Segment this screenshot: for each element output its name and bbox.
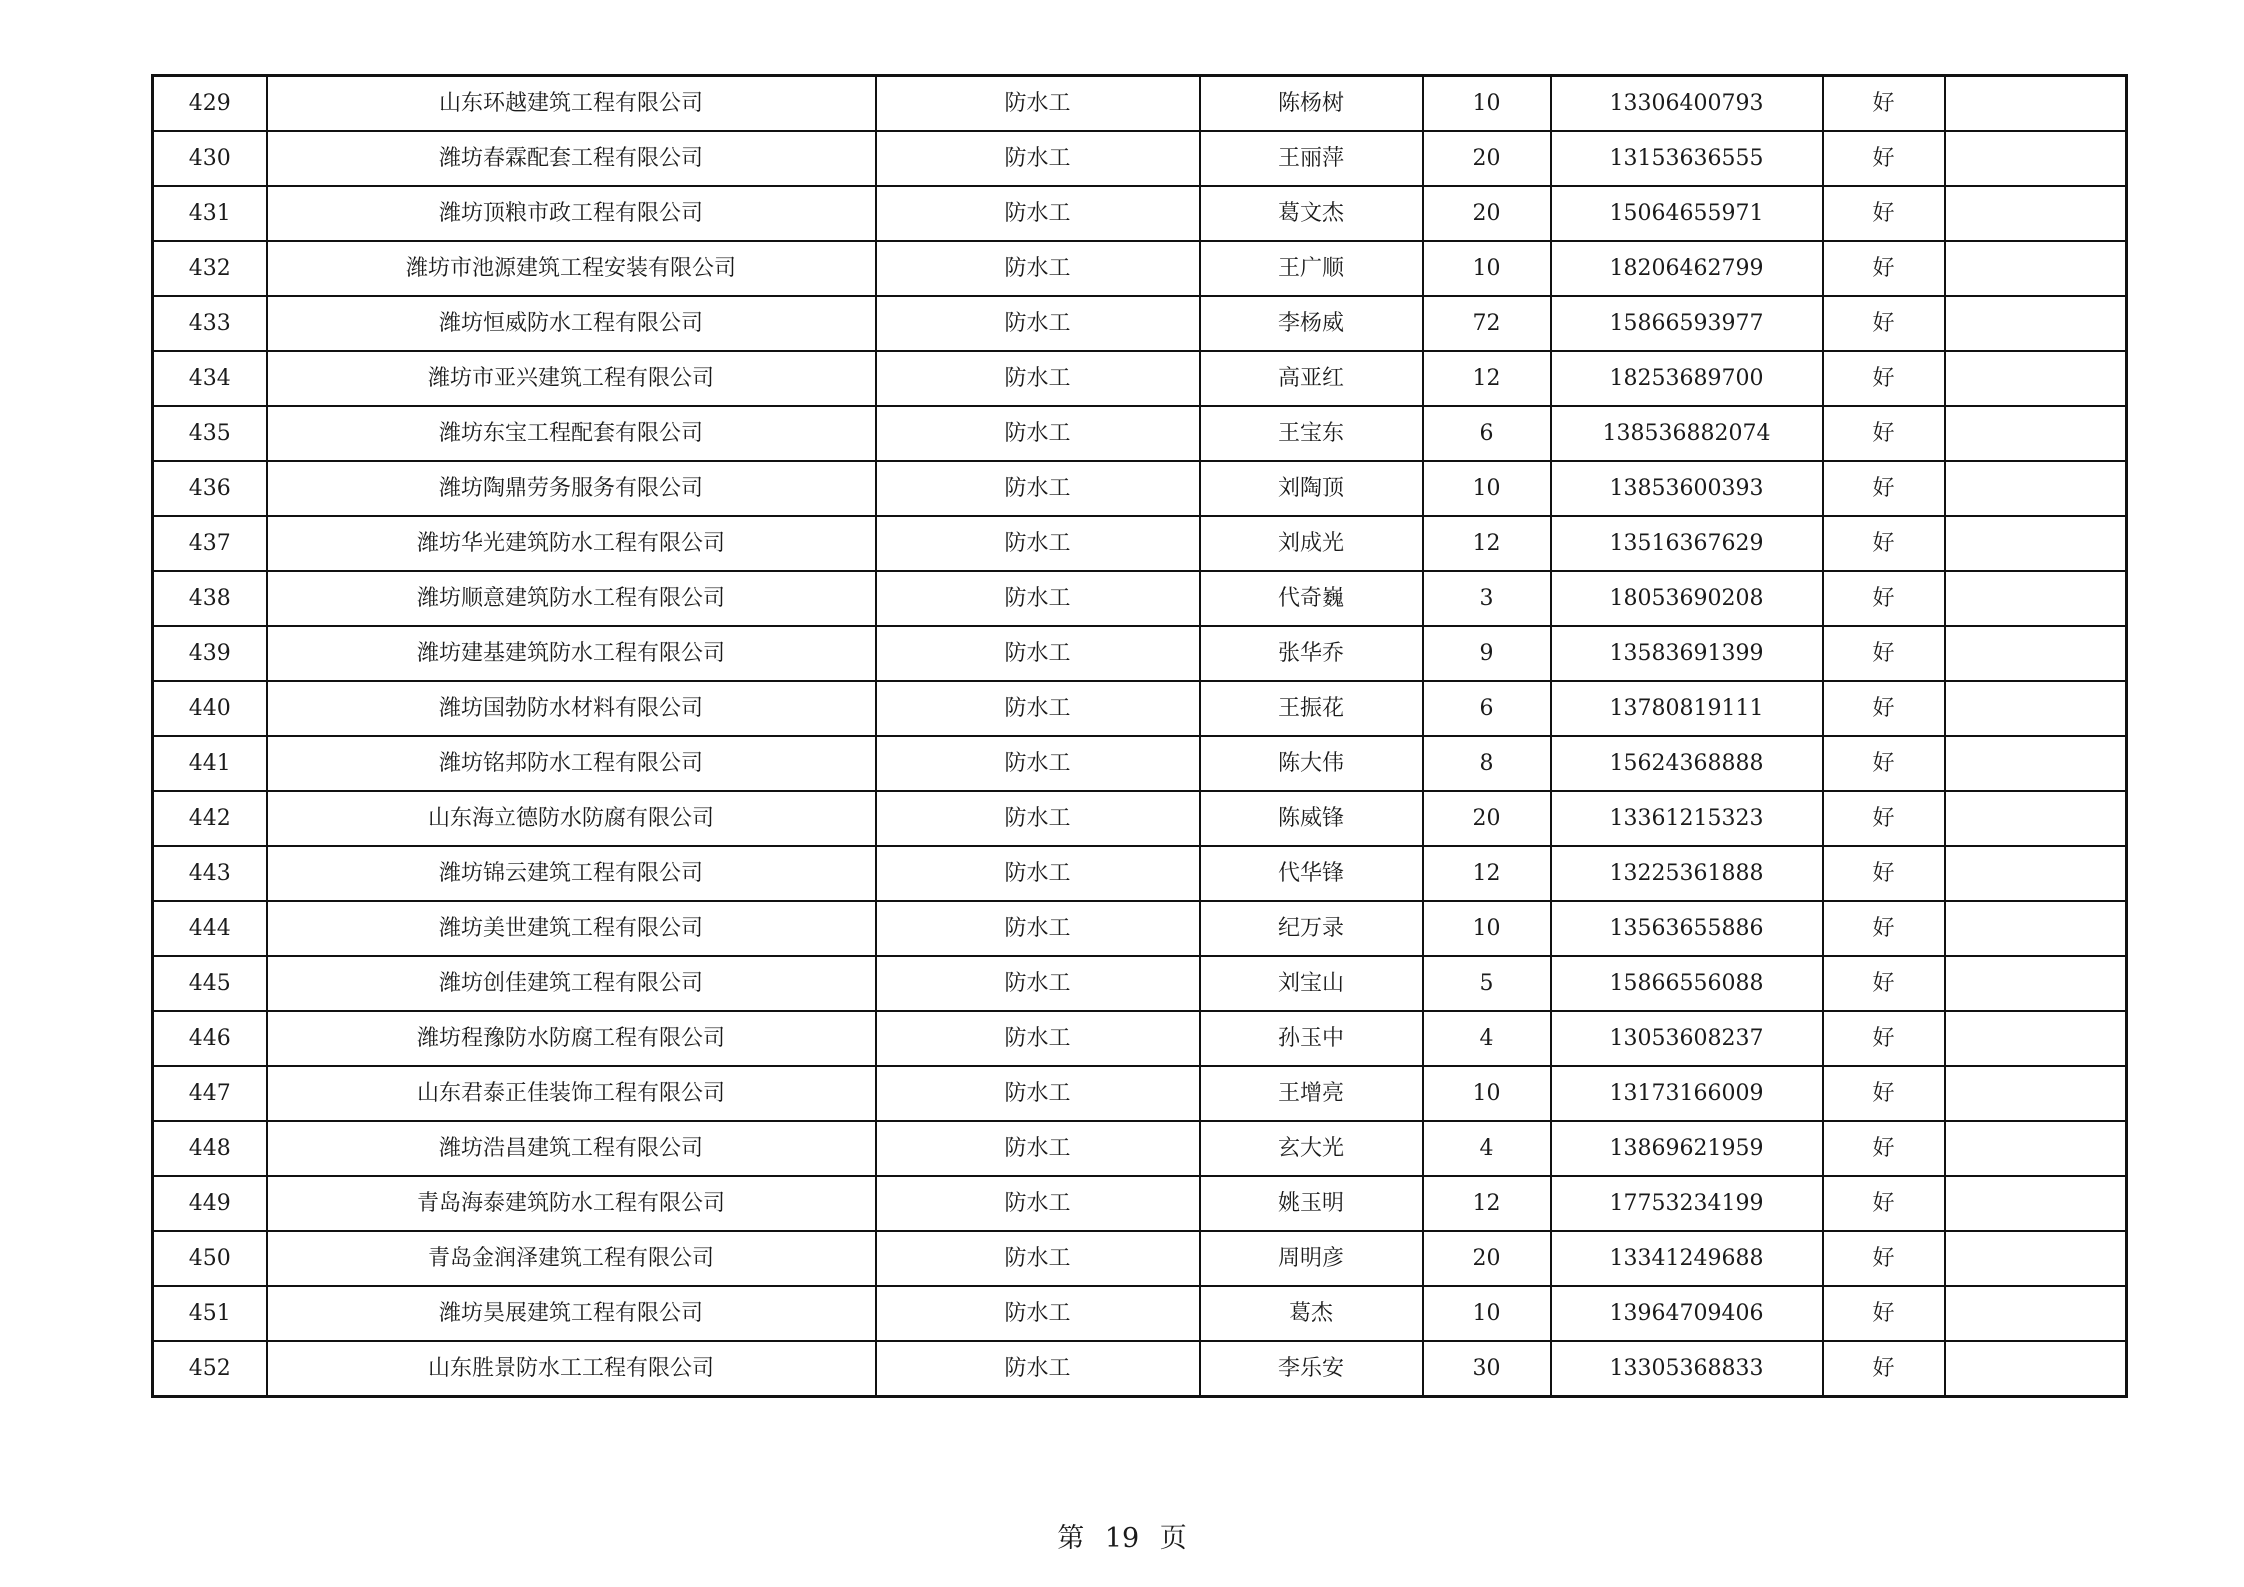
cell-note — [1945, 351, 2127, 406]
cell-phone: 13305368833 — [1551, 1341, 1823, 1397]
cell-trade: 防水工 — [876, 1066, 1200, 1121]
cell-contact-person: 王振花 — [1200, 681, 1423, 736]
cell-company-name: 潍坊程豫防水防腐工程有限公司 — [267, 1011, 876, 1066]
cell-trade: 防水工 — [876, 736, 1200, 791]
cell-serial-no: 430 — [153, 131, 267, 186]
cell-company-name: 潍坊浩昌建筑工程有限公司 — [267, 1121, 876, 1176]
cell-note — [1945, 1341, 2127, 1397]
cell-contact-person: 王广顺 — [1200, 241, 1423, 296]
cell-phone: 13341249688 — [1551, 1231, 1823, 1286]
table-row — [153, 186, 2127, 241]
table-row — [153, 791, 2127, 846]
cell-phone: 13306400793 — [1551, 76, 1823, 132]
cell-rating: 好 — [1823, 131, 1945, 186]
cell-trade: 防水工 — [876, 791, 1200, 846]
cell-company-name: 山东环越建筑工程有限公司 — [267, 76, 876, 132]
cell-contact-person: 陈威锋 — [1200, 791, 1423, 846]
cell-note — [1945, 846, 2127, 901]
cell-company-name: 潍坊东宝工程配套有限公司 — [267, 406, 876, 461]
cell-rating: 好 — [1823, 1286, 1945, 1341]
cell-rating: 好 — [1823, 461, 1945, 516]
cell-note — [1945, 1176, 2127, 1231]
cell-worker-count: 12 — [1423, 351, 1551, 406]
cell-contact-person: 姚玉明 — [1200, 1176, 1423, 1231]
cell-serial-no: 444 — [153, 901, 267, 956]
cell-contact-person: 纪万录 — [1200, 901, 1423, 956]
cell-worker-count: 3 — [1423, 571, 1551, 626]
cell-serial-no: 443 — [153, 846, 267, 901]
cell-trade: 防水工 — [876, 681, 1200, 736]
cell-worker-count: 4 — [1423, 1011, 1551, 1066]
table-row — [153, 131, 2127, 186]
cell-phone: 18053690208 — [1551, 571, 1823, 626]
cell-serial-no: 429 — [153, 76, 267, 132]
cell-company-name: 潍坊恒威防水工程有限公司 — [267, 296, 876, 351]
cell-note — [1945, 406, 2127, 461]
table-row — [153, 681, 2127, 736]
table-row — [153, 901, 2127, 956]
table-row — [153, 1121, 2127, 1176]
cell-rating: 好 — [1823, 296, 1945, 351]
cell-serial-no: 446 — [153, 1011, 267, 1066]
cell-trade: 防水工 — [876, 846, 1200, 901]
cell-rating: 好 — [1823, 571, 1945, 626]
cell-serial-no: 431 — [153, 186, 267, 241]
cell-serial-no: 439 — [153, 626, 267, 681]
cell-phone: 13361215323 — [1551, 791, 1823, 846]
roster-table — [151, 74, 2128, 1398]
table-row — [153, 296, 2127, 351]
cell-company-name: 潍坊华光建筑防水工程有限公司 — [267, 516, 876, 571]
cell-rating: 好 — [1823, 1066, 1945, 1121]
cell-serial-no: 449 — [153, 1176, 267, 1231]
cell-worker-count: 6 — [1423, 406, 1551, 461]
cell-trade: 防水工 — [876, 186, 1200, 241]
roster-body — [153, 76, 2127, 1397]
cell-contact-person: 刘陶顶 — [1200, 461, 1423, 516]
cell-worker-count: 20 — [1423, 1231, 1551, 1286]
cell-trade: 防水工 — [876, 351, 1200, 406]
cell-note — [1945, 296, 2127, 351]
table-row — [153, 516, 2127, 571]
cell-worker-count: 9 — [1423, 626, 1551, 681]
cell-phone: 15064655971 — [1551, 186, 1823, 241]
cell-rating: 好 — [1823, 1121, 1945, 1176]
table-row — [153, 351, 2127, 406]
cell-note — [1945, 1231, 2127, 1286]
cell-trade: 防水工 — [876, 461, 1200, 516]
cell-worker-count: 4 — [1423, 1121, 1551, 1176]
cell-serial-no: 432 — [153, 241, 267, 296]
cell-company-name: 潍坊建基建筑防水工程有限公司 — [267, 626, 876, 681]
cell-phone: 13869621959 — [1551, 1121, 1823, 1176]
cell-company-name: 潍坊锦云建筑工程有限公司 — [267, 846, 876, 901]
cell-phone: 13173166009 — [1551, 1066, 1823, 1121]
cell-worker-count: 20 — [1423, 791, 1551, 846]
cell-note — [1945, 1066, 2127, 1121]
table-row — [153, 1231, 2127, 1286]
cell-contact-person: 高亚红 — [1200, 351, 1423, 406]
cell-contact-person: 王宝东 — [1200, 406, 1423, 461]
cell-phone: 15866556088 — [1551, 956, 1823, 1011]
table-row — [153, 956, 2127, 1011]
cell-contact-person: 葛杰 — [1200, 1286, 1423, 1341]
cell-phone: 15866593977 — [1551, 296, 1823, 351]
cell-rating: 好 — [1823, 241, 1945, 296]
cell-rating: 好 — [1823, 76, 1945, 132]
cell-rating: 好 — [1823, 1011, 1945, 1066]
cell-note — [1945, 681, 2127, 736]
cell-trade: 防水工 — [876, 1286, 1200, 1341]
cell-rating: 好 — [1823, 736, 1945, 791]
cell-contact-person: 李乐安 — [1200, 1341, 1423, 1397]
table-row — [153, 1341, 2127, 1397]
cell-phone: 13583691399 — [1551, 626, 1823, 681]
table-row — [153, 1286, 2127, 1341]
cell-serial-no: 437 — [153, 516, 267, 571]
cell-company-name: 潍坊国勃防水材料有限公司 — [267, 681, 876, 736]
cell-company-name: 潍坊顺意建筑防水工程有限公司 — [267, 571, 876, 626]
cell-trade: 防水工 — [876, 1121, 1200, 1176]
cell-company-name: 青岛海泰建筑防水工程有限公司 — [267, 1176, 876, 1231]
cell-worker-count: 10 — [1423, 461, 1551, 516]
cell-company-name: 潍坊创佳建筑工程有限公司 — [267, 956, 876, 1011]
page-prefix: 第 — [1057, 1523, 1085, 1554]
page-number: 19 — [1104, 1523, 1140, 1554]
cell-contact-person: 陈大伟 — [1200, 736, 1423, 791]
cell-phone: 13225361888 — [1551, 846, 1823, 901]
cell-contact-person: 葛文杰 — [1200, 186, 1423, 241]
cell-phone: 18253689700 — [1551, 351, 1823, 406]
cell-phone: 15624368888 — [1551, 736, 1823, 791]
cell-contact-person: 玄大光 — [1200, 1121, 1423, 1176]
cell-worker-count: 10 — [1423, 241, 1551, 296]
cell-note — [1945, 186, 2127, 241]
cell-contact-person: 王丽萍 — [1200, 131, 1423, 186]
cell-note — [1945, 131, 2127, 186]
cell-note — [1945, 76, 2127, 132]
table-row — [153, 76, 2127, 132]
cell-contact-person: 周明彦 — [1200, 1231, 1423, 1286]
cell-phone: 13853600393 — [1551, 461, 1823, 516]
cell-serial-no: 438 — [153, 571, 267, 626]
cell-trade: 防水工 — [876, 1011, 1200, 1066]
cell-worker-count: 8 — [1423, 736, 1551, 791]
cell-contact-person: 陈杨树 — [1200, 76, 1423, 132]
cell-serial-no: 435 — [153, 406, 267, 461]
cell-rating: 好 — [1823, 406, 1945, 461]
cell-contact-person: 李杨威 — [1200, 296, 1423, 351]
table-row — [153, 846, 2127, 901]
cell-serial-no: 436 — [153, 461, 267, 516]
cell-rating: 好 — [1823, 351, 1945, 406]
cell-company-name: 潍坊市亚兴建筑工程有限公司 — [267, 351, 876, 406]
cell-serial-no: 447 — [153, 1066, 267, 1121]
cell-rating: 好 — [1823, 846, 1945, 901]
cell-rating: 好 — [1823, 956, 1945, 1011]
table-row — [153, 461, 2127, 516]
table-row — [153, 406, 2127, 461]
table-row — [153, 626, 2127, 681]
cell-worker-count: 12 — [1423, 846, 1551, 901]
cell-company-name: 潍坊昊展建筑工程有限公司 — [267, 1286, 876, 1341]
cell-phone: 13780819111 — [1551, 681, 1823, 736]
cell-contact-person: 张华乔 — [1200, 626, 1423, 681]
cell-rating: 好 — [1823, 791, 1945, 846]
cell-note — [1945, 736, 2127, 791]
cell-note — [1945, 626, 2127, 681]
cell-serial-no: 441 — [153, 736, 267, 791]
cell-serial-no: 445 — [153, 956, 267, 1011]
cell-rating: 好 — [1823, 516, 1945, 571]
cell-company-name: 山东君泰正佳装饰工程有限公司 — [267, 1066, 876, 1121]
cell-trade: 防水工 — [876, 1231, 1200, 1286]
cell-rating: 好 — [1823, 1341, 1945, 1397]
cell-trade: 防水工 — [876, 901, 1200, 956]
cell-note — [1945, 571, 2127, 626]
cell-rating: 好 — [1823, 1231, 1945, 1286]
cell-phone: 13964709406 — [1551, 1286, 1823, 1341]
cell-worker-count: 10 — [1423, 1066, 1551, 1121]
cell-trade: 防水工 — [876, 131, 1200, 186]
page-footer — [0, 1516, 2244, 1555]
cell-note — [1945, 956, 2127, 1011]
cell-note — [1945, 901, 2127, 956]
cell-serial-no: 448 — [153, 1121, 267, 1176]
cell-trade: 防水工 — [876, 1176, 1200, 1231]
cell-company-name: 潍坊市池源建筑工程安装有限公司 — [267, 241, 876, 296]
cell-rating: 好 — [1823, 901, 1945, 956]
cell-trade: 防水工 — [876, 626, 1200, 681]
cell-phone: 13053608237 — [1551, 1011, 1823, 1066]
cell-worker-count: 20 — [1423, 131, 1551, 186]
cell-worker-count: 10 — [1423, 1286, 1551, 1341]
cell-rating: 好 — [1823, 1176, 1945, 1231]
cell-phone: 13516367629 — [1551, 516, 1823, 571]
cell-serial-no: 440 — [153, 681, 267, 736]
cell-phone: 13563655886 — [1551, 901, 1823, 956]
cell-worker-count: 5 — [1423, 956, 1551, 1011]
cell-worker-count: 30 — [1423, 1341, 1551, 1397]
cell-worker-count: 20 — [1423, 186, 1551, 241]
cell-rating: 好 — [1823, 186, 1945, 241]
table-row — [153, 1066, 2127, 1121]
cell-company-name: 潍坊顶粮市政工程有限公司 — [267, 186, 876, 241]
cell-note — [1945, 1011, 2127, 1066]
cell-worker-count: 12 — [1423, 1176, 1551, 1231]
cell-rating: 好 — [1823, 681, 1945, 736]
cell-serial-no: 434 — [153, 351, 267, 406]
table-row — [153, 1011, 2127, 1066]
cell-worker-count: 10 — [1423, 76, 1551, 132]
cell-trade: 防水工 — [876, 406, 1200, 461]
cell-worker-count: 6 — [1423, 681, 1551, 736]
cell-serial-no: 442 — [153, 791, 267, 846]
cell-trade: 防水工 — [876, 956, 1200, 1011]
table-row — [153, 571, 2127, 626]
cell-company-name: 青岛金润泽建筑工程有限公司 — [267, 1231, 876, 1286]
cell-trade: 防水工 — [876, 516, 1200, 571]
cell-phone: 18206462799 — [1551, 241, 1823, 296]
table-row — [153, 241, 2127, 296]
table-row — [153, 736, 2127, 791]
page-suffix: 页 — [1159, 1523, 1187, 1554]
cell-contact-person: 王增亮 — [1200, 1066, 1423, 1121]
cell-contact-person: 代奇巍 — [1200, 571, 1423, 626]
cell-contact-person: 刘宝山 — [1200, 956, 1423, 1011]
cell-serial-no: 451 — [153, 1286, 267, 1341]
cell-trade: 防水工 — [876, 571, 1200, 626]
cell-worker-count: 12 — [1423, 516, 1551, 571]
cell-phone: 138536882074 — [1551, 406, 1823, 461]
cell-serial-no: 452 — [153, 1341, 267, 1397]
cell-phone: 13153636555 — [1551, 131, 1823, 186]
cell-trade: 防水工 — [876, 296, 1200, 351]
cell-company-name: 山东海立德防水防腐有限公司 — [267, 791, 876, 846]
cell-phone: 17753234199 — [1551, 1176, 1823, 1231]
cell-worker-count: 72 — [1423, 296, 1551, 351]
cell-note — [1945, 516, 2127, 571]
cell-note — [1945, 791, 2127, 846]
cell-note — [1945, 241, 2127, 296]
cell-note — [1945, 1286, 2127, 1341]
cell-company-name: 潍坊春霖配套工程有限公司 — [267, 131, 876, 186]
cell-contact-person: 刘成光 — [1200, 516, 1423, 571]
cell-contact-person: 孙玉中 — [1200, 1011, 1423, 1066]
cell-trade: 防水工 — [876, 1341, 1200, 1397]
table-row — [153, 1176, 2127, 1231]
cell-serial-no: 450 — [153, 1231, 267, 1286]
cell-trade: 防水工 — [876, 76, 1200, 132]
cell-note — [1945, 1121, 2127, 1176]
cell-contact-person: 代华锋 — [1200, 846, 1423, 901]
cell-serial-no: 433 — [153, 296, 267, 351]
cell-company-name: 潍坊陶鼎劳务服务有限公司 — [267, 461, 876, 516]
cell-trade: 防水工 — [876, 241, 1200, 296]
cell-company-name: 潍坊美世建筑工程有限公司 — [267, 901, 876, 956]
cell-company-name: 潍坊铭邦防水工程有限公司 — [267, 736, 876, 791]
cell-company-name: 山东胜景防水工工程有限公司 — [267, 1341, 876, 1397]
cell-worker-count: 10 — [1423, 901, 1551, 956]
cell-note — [1945, 461, 2127, 516]
cell-rating: 好 — [1823, 626, 1945, 681]
